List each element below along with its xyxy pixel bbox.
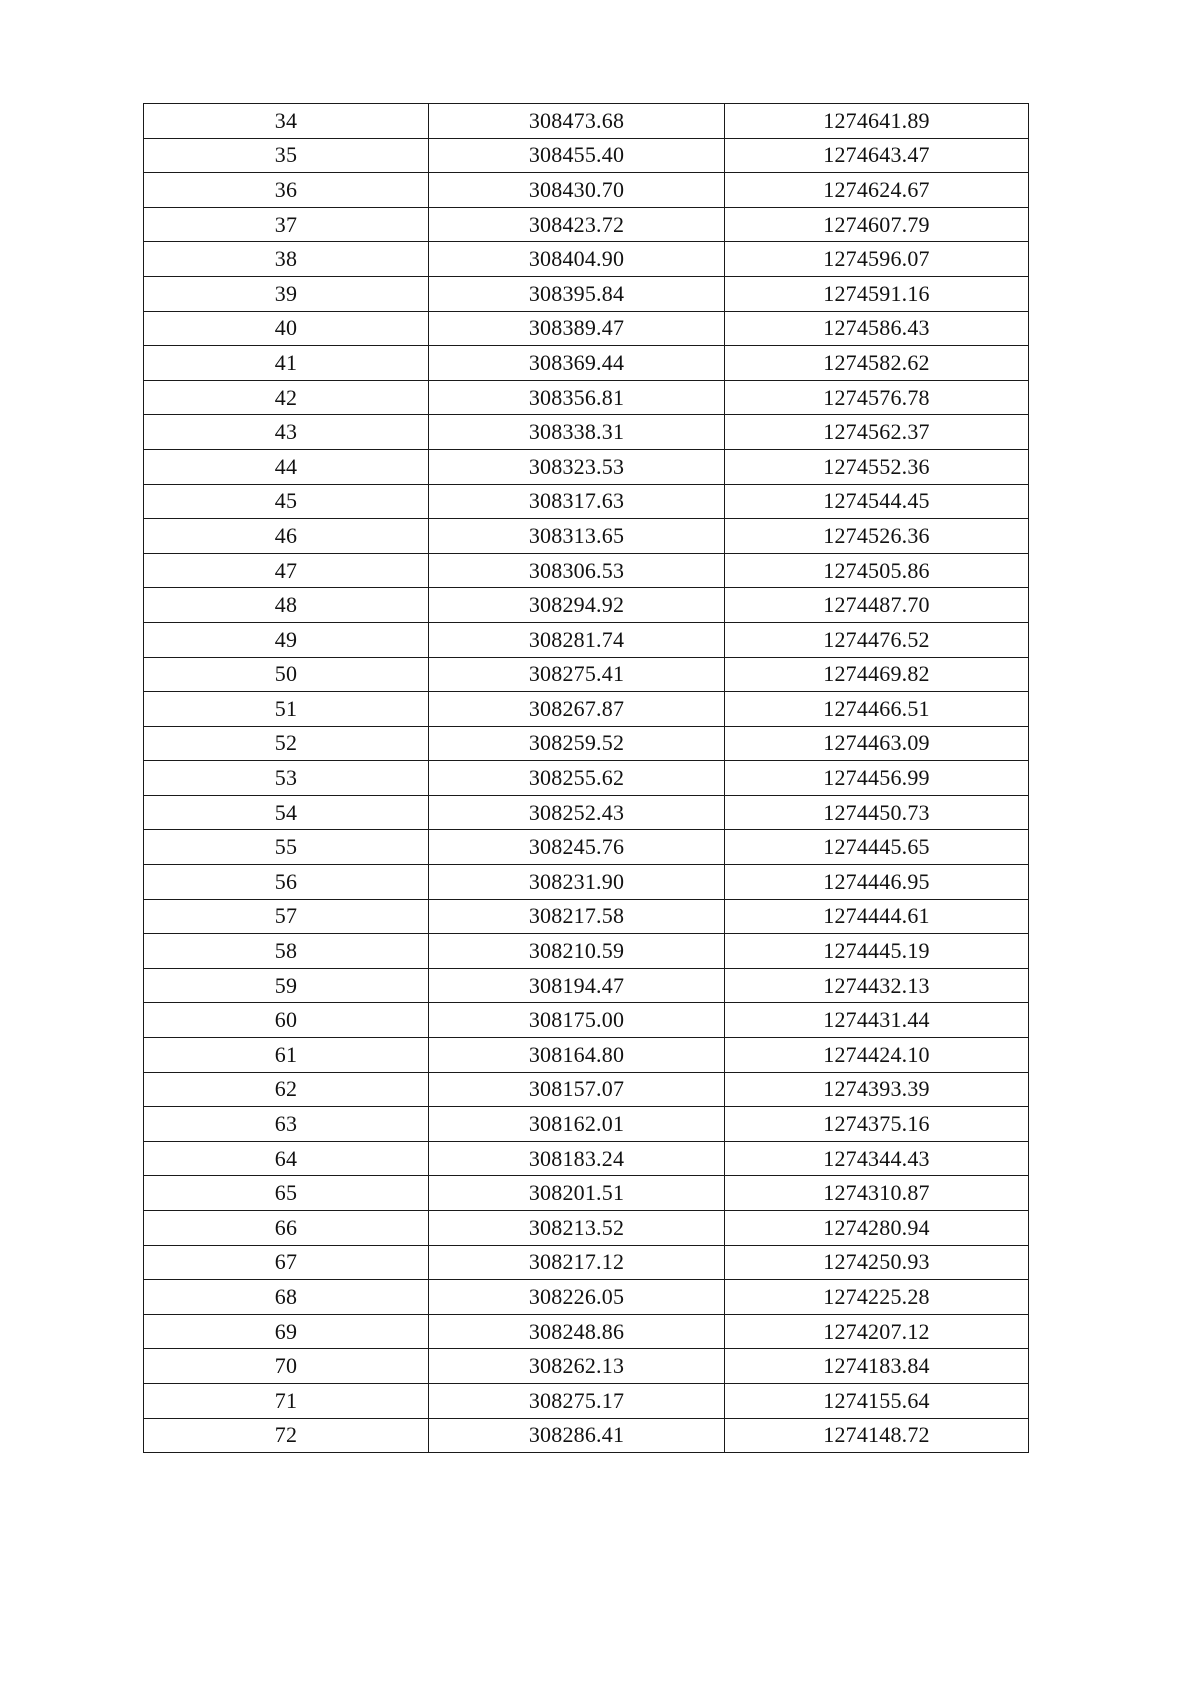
point-number-cell: 69 [144, 1314, 429, 1349]
x-coordinate-cell: 308294.92 [429, 588, 725, 623]
point-number-cell: 35 [144, 138, 429, 173]
x-coordinate-cell: 308473.68 [429, 104, 725, 139]
point-number-cell: 67 [144, 1245, 429, 1280]
table-row [144, 276, 1029, 311]
x-coordinate-cell: 308323.53 [429, 449, 725, 484]
y-coordinate-cell: 1274344.43 [725, 1141, 1029, 1176]
x-coordinate-cell: 308404.90 [429, 242, 725, 277]
point-number-cell: 38 [144, 242, 429, 277]
table-row [144, 346, 1029, 381]
table-row [144, 1383, 1029, 1418]
x-coordinate-cell: 308231.90 [429, 865, 725, 900]
table-row [144, 657, 1029, 692]
y-coordinate-cell: 1274469.82 [725, 657, 1029, 692]
table-row [144, 795, 1029, 830]
x-coordinate-cell: 308252.43 [429, 795, 725, 830]
x-coordinate-cell: 308245.76 [429, 830, 725, 865]
table-row [144, 242, 1029, 277]
point-number-cell: 63 [144, 1107, 429, 1142]
x-coordinate-cell: 308213.52 [429, 1211, 725, 1246]
point-number-cell: 66 [144, 1211, 429, 1246]
x-coordinate-cell: 308248.86 [429, 1314, 725, 1349]
point-number-cell: 59 [144, 968, 429, 1003]
y-coordinate-cell: 1274183.84 [725, 1349, 1029, 1384]
y-coordinate-cell: 1274375.16 [725, 1107, 1029, 1142]
point-number-cell: 58 [144, 934, 429, 969]
y-coordinate-cell: 1274445.19 [725, 934, 1029, 969]
point-number-cell: 48 [144, 588, 429, 623]
y-coordinate-cell: 1274582.62 [725, 346, 1029, 381]
point-number-cell: 39 [144, 276, 429, 311]
table-row [144, 1211, 1029, 1246]
x-coordinate-cell: 308226.05 [429, 1280, 725, 1315]
x-coordinate-cell: 308255.62 [429, 761, 725, 796]
y-coordinate-cell: 1274225.28 [725, 1280, 1029, 1315]
table-row [144, 484, 1029, 519]
x-coordinate-cell: 308217.12 [429, 1245, 725, 1280]
x-coordinate-cell: 308275.17 [429, 1383, 725, 1418]
point-number-cell: 54 [144, 795, 429, 830]
table-row [144, 1280, 1029, 1315]
table-row [144, 104, 1029, 139]
y-coordinate-cell: 1274607.79 [725, 207, 1029, 242]
y-coordinate-cell: 1274456.99 [725, 761, 1029, 796]
y-coordinate-cell: 1274431.44 [725, 1003, 1029, 1038]
table-row [144, 622, 1029, 657]
x-coordinate-cell: 308455.40 [429, 138, 725, 173]
y-coordinate-cell: 1274450.73 [725, 795, 1029, 830]
table-row [144, 380, 1029, 415]
point-number-cell: 51 [144, 692, 429, 727]
table-row [144, 1176, 1029, 1211]
point-number-cell: 44 [144, 449, 429, 484]
point-number-cell: 47 [144, 553, 429, 588]
y-coordinate-cell: 1274446.95 [725, 865, 1029, 900]
table-row [144, 934, 1029, 969]
x-coordinate-cell: 308275.41 [429, 657, 725, 692]
point-number-cell: 70 [144, 1349, 429, 1384]
y-coordinate-cell: 1274250.93 [725, 1245, 1029, 1280]
y-coordinate-cell: 1274544.45 [725, 484, 1029, 519]
point-number-cell: 41 [144, 346, 429, 381]
point-number-cell: 65 [144, 1176, 429, 1211]
point-number-cell: 53 [144, 761, 429, 796]
point-number-cell: 40 [144, 311, 429, 346]
x-coordinate-cell: 308281.74 [429, 622, 725, 657]
table-row [144, 830, 1029, 865]
table-row [144, 1072, 1029, 1107]
table-row [144, 1038, 1029, 1073]
table-row [144, 588, 1029, 623]
point-number-cell: 34 [144, 104, 429, 139]
table-row [144, 449, 1029, 484]
y-coordinate-cell: 1274280.94 [725, 1211, 1029, 1246]
point-number-cell: 56 [144, 865, 429, 900]
point-number-cell: 46 [144, 519, 429, 554]
coordinate-table [143, 103, 1029, 1453]
point-number-cell: 43 [144, 415, 429, 450]
y-coordinate-cell: 1274552.36 [725, 449, 1029, 484]
table-row [144, 553, 1029, 588]
y-coordinate-cell: 1274487.70 [725, 588, 1029, 623]
point-number-cell: 57 [144, 899, 429, 934]
x-coordinate-cell: 308183.24 [429, 1141, 725, 1176]
point-number-cell: 37 [144, 207, 429, 242]
point-number-cell: 68 [144, 1280, 429, 1315]
table-row [144, 1141, 1029, 1176]
y-coordinate-cell: 1274424.10 [725, 1038, 1029, 1073]
table-row [144, 519, 1029, 554]
y-coordinate-cell: 1274432.13 [725, 968, 1029, 1003]
y-coordinate-cell: 1274586.43 [725, 311, 1029, 346]
point-number-cell: 64 [144, 1141, 429, 1176]
x-coordinate-cell: 308157.07 [429, 1072, 725, 1107]
table-row [144, 968, 1029, 1003]
table-row [144, 1003, 1029, 1038]
table-row [144, 761, 1029, 796]
x-coordinate-cell: 308395.84 [429, 276, 725, 311]
point-number-cell: 71 [144, 1383, 429, 1418]
y-coordinate-cell: 1274643.47 [725, 138, 1029, 173]
point-number-cell: 72 [144, 1418, 429, 1453]
table-row [144, 1314, 1029, 1349]
x-coordinate-cell: 308259.52 [429, 726, 725, 761]
x-coordinate-cell: 308356.81 [429, 380, 725, 415]
table-row [144, 1245, 1029, 1280]
x-coordinate-cell: 308317.63 [429, 484, 725, 519]
y-coordinate-cell: 1274641.89 [725, 104, 1029, 139]
x-coordinate-cell: 308369.44 [429, 346, 725, 381]
x-coordinate-cell: 308267.87 [429, 692, 725, 727]
point-number-cell: 36 [144, 173, 429, 208]
point-number-cell: 49 [144, 622, 429, 657]
y-coordinate-cell: 1274393.39 [725, 1072, 1029, 1107]
x-coordinate-cell: 308162.01 [429, 1107, 725, 1142]
coordinate-table-body [144, 104, 1029, 1453]
point-number-cell: 61 [144, 1038, 429, 1073]
y-coordinate-cell: 1274466.51 [725, 692, 1029, 727]
x-coordinate-cell: 308175.00 [429, 1003, 725, 1038]
point-number-cell: 45 [144, 484, 429, 519]
point-number-cell: 55 [144, 830, 429, 865]
x-coordinate-cell: 308194.47 [429, 968, 725, 1003]
x-coordinate-cell: 308201.51 [429, 1176, 725, 1211]
y-coordinate-cell: 1274591.16 [725, 276, 1029, 311]
y-coordinate-cell: 1274445.65 [725, 830, 1029, 865]
y-coordinate-cell: 1274476.52 [725, 622, 1029, 657]
point-number-cell: 60 [144, 1003, 429, 1038]
point-number-cell: 62 [144, 1072, 429, 1107]
x-coordinate-cell: 308338.31 [429, 415, 725, 450]
x-coordinate-cell: 308430.70 [429, 173, 725, 208]
x-coordinate-cell: 308423.72 [429, 207, 725, 242]
table-row [144, 173, 1029, 208]
table-row [144, 692, 1029, 727]
table-row [144, 726, 1029, 761]
y-coordinate-cell: 1274526.36 [725, 519, 1029, 554]
table-row [144, 865, 1029, 900]
point-number-cell: 52 [144, 726, 429, 761]
y-coordinate-cell: 1274444.61 [725, 899, 1029, 934]
x-coordinate-cell: 308210.59 [429, 934, 725, 969]
table-row [144, 1349, 1029, 1384]
point-number-cell: 42 [144, 380, 429, 415]
table-row [144, 415, 1029, 450]
x-coordinate-cell: 308313.65 [429, 519, 725, 554]
y-coordinate-cell: 1274596.07 [725, 242, 1029, 277]
y-coordinate-cell: 1274155.64 [725, 1383, 1029, 1418]
x-coordinate-cell: 308262.13 [429, 1349, 725, 1384]
x-coordinate-cell: 308217.58 [429, 899, 725, 934]
x-coordinate-cell: 308286.41 [429, 1418, 725, 1453]
y-coordinate-cell: 1274562.37 [725, 415, 1029, 450]
x-coordinate-cell: 308164.80 [429, 1038, 725, 1073]
y-coordinate-cell: 1274624.67 [725, 173, 1029, 208]
x-coordinate-cell: 308389.47 [429, 311, 725, 346]
point-number-cell: 50 [144, 657, 429, 692]
table-row [144, 899, 1029, 934]
y-coordinate-cell: 1274310.87 [725, 1176, 1029, 1211]
table-row [144, 311, 1029, 346]
table-row [144, 1418, 1029, 1453]
y-coordinate-cell: 1274576.78 [725, 380, 1029, 415]
table-row [144, 1107, 1029, 1142]
y-coordinate-cell: 1274148.72 [725, 1418, 1029, 1453]
y-coordinate-cell: 1274207.12 [725, 1314, 1029, 1349]
table-row [144, 207, 1029, 242]
y-coordinate-cell: 1274463.09 [725, 726, 1029, 761]
table-row [144, 138, 1029, 173]
x-coordinate-cell: 308306.53 [429, 553, 725, 588]
y-coordinate-cell: 1274505.86 [725, 553, 1029, 588]
